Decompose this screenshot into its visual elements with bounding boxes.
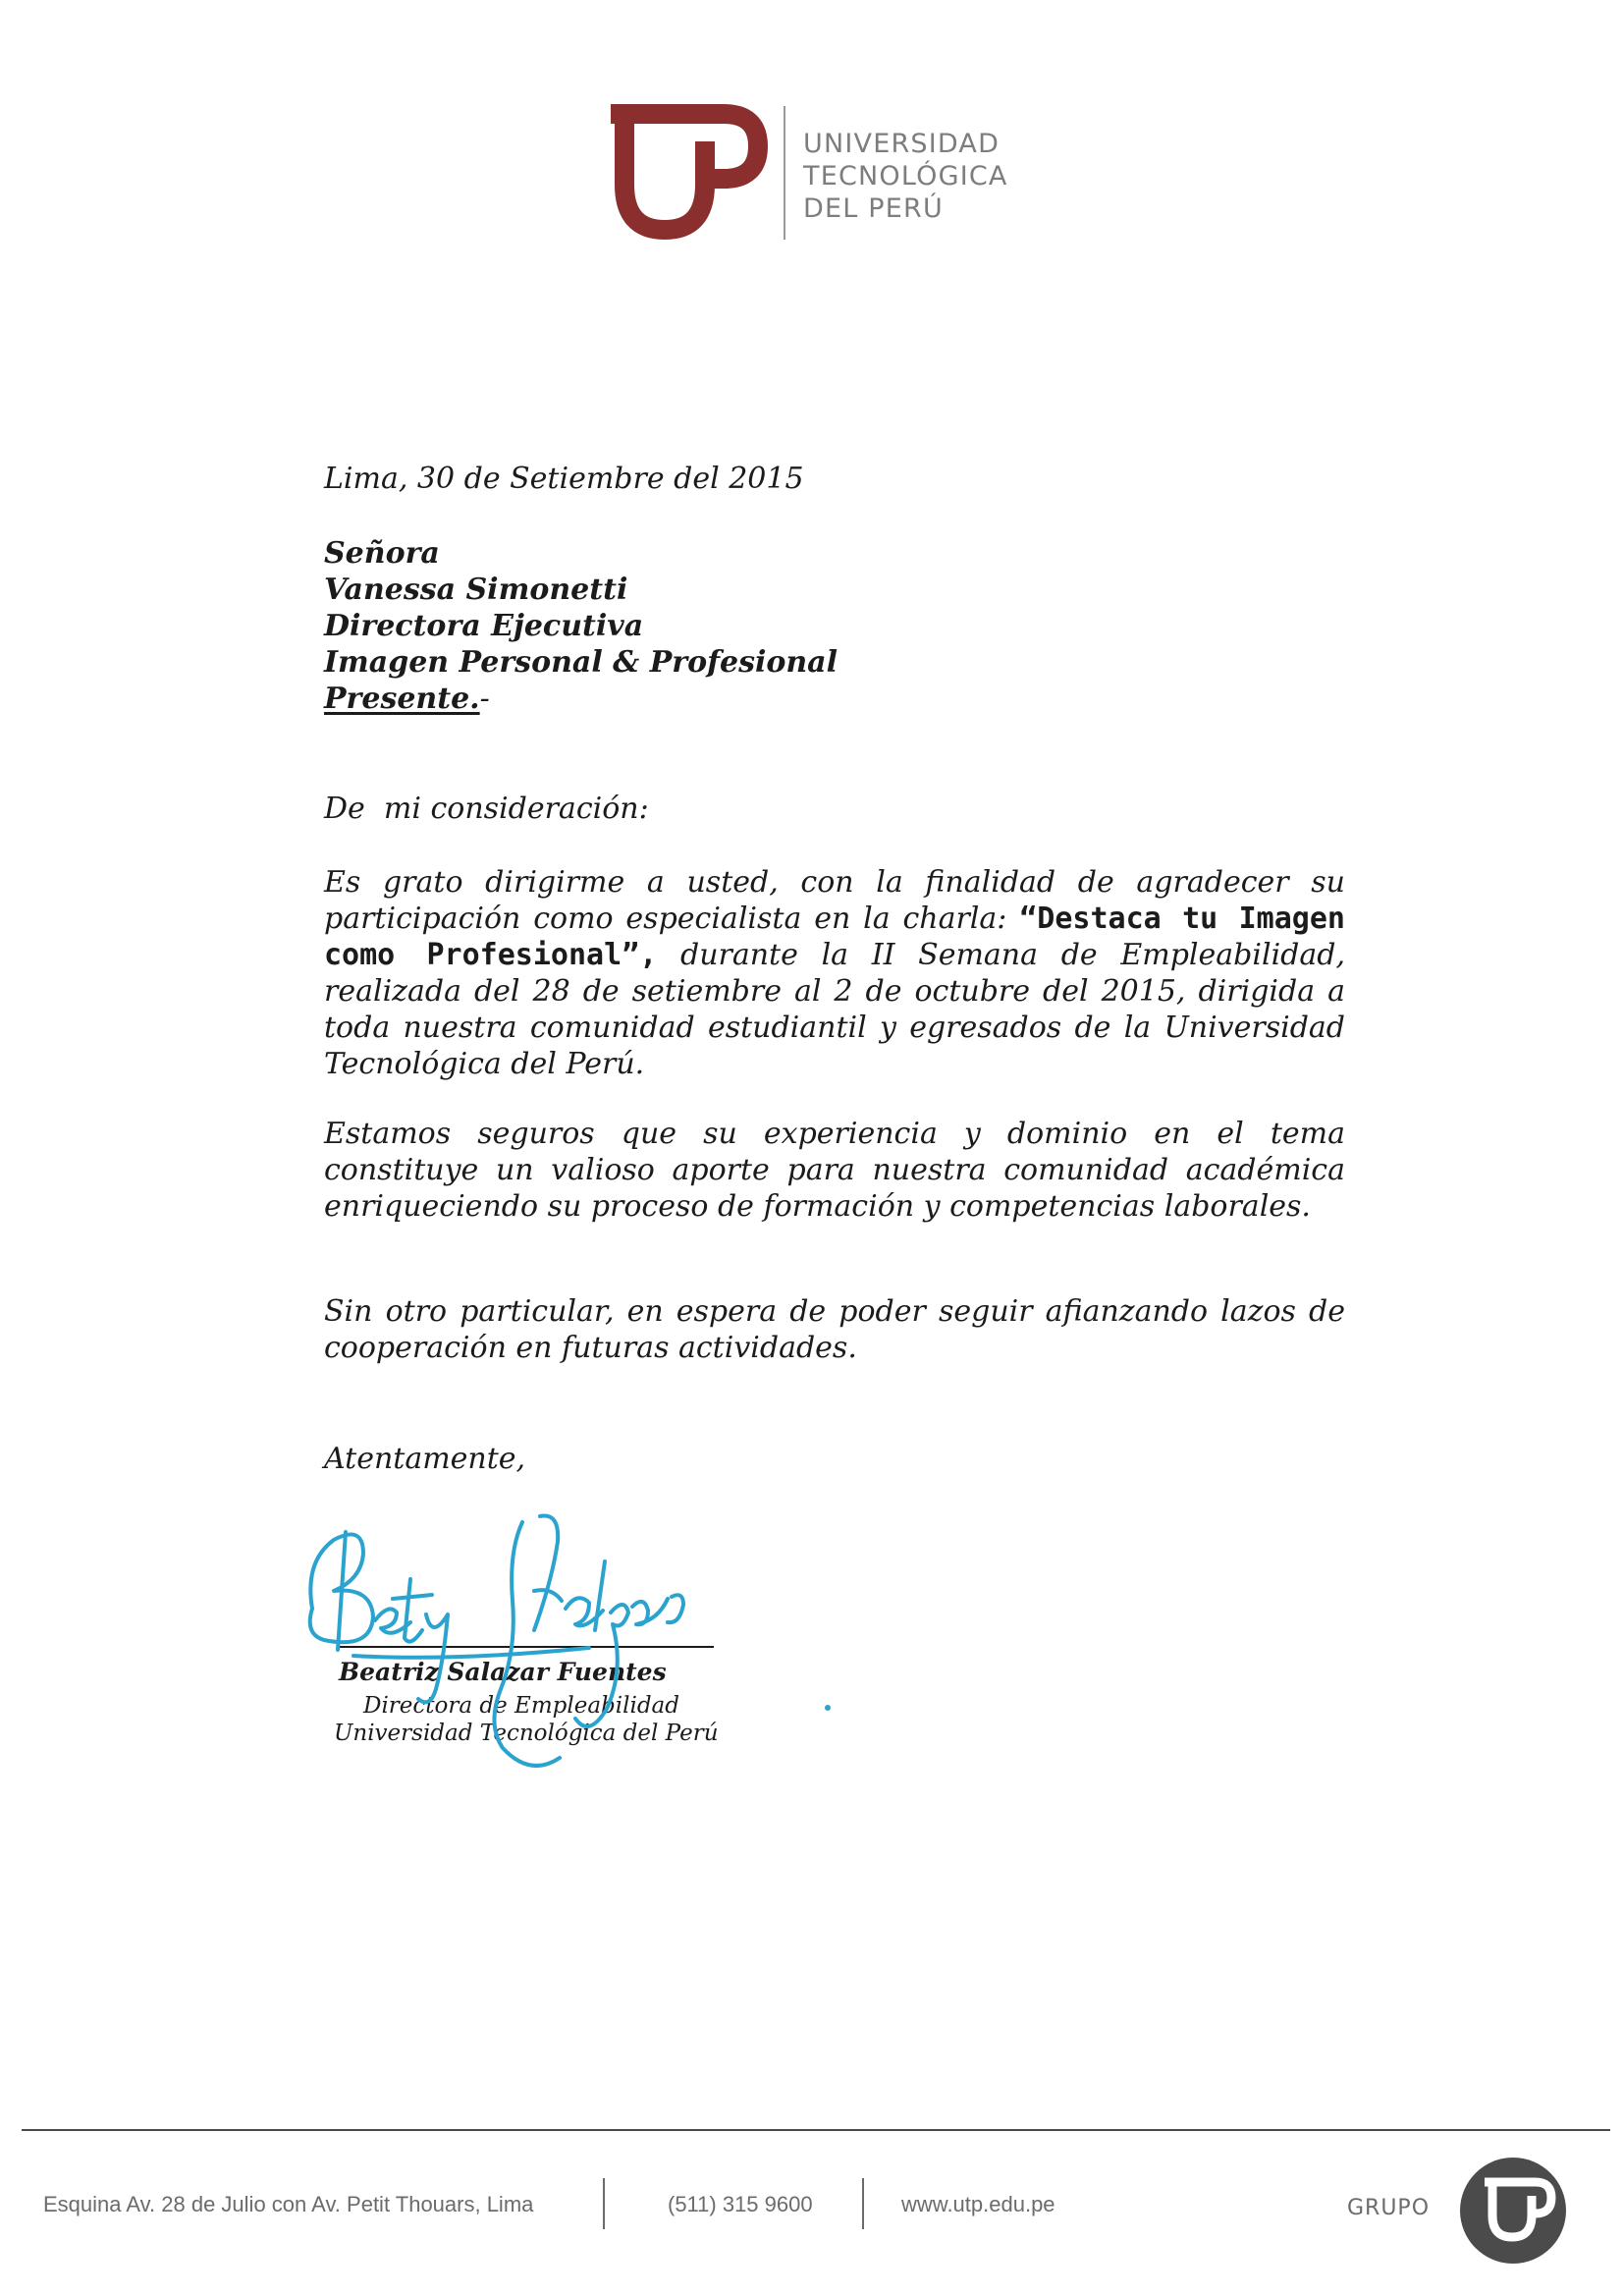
footer-rule [22, 2129, 1610, 2131]
footer-phone: (511) 315 9600 [668, 2192, 813, 2216]
footer-separator [603, 2178, 605, 2229]
signer-title: Directora de Empleabilidad [363, 1693, 679, 1719]
footer-website: www.utp.edu.pe [901, 2192, 1055, 2216]
footer-group-label: GRUPO [1347, 2196, 1431, 2220]
logo-line-1: UNIVERSIDAD [803, 129, 1001, 159]
paragraph-2: Estamos seguros que su experiencia y dominio en el tema constituye un valioso aporte para nuestra comunidad académica enriqueciendo su proceso de formación y competencias laborales. [324, 1117, 1345, 1224]
ink-dot [825, 1705, 831, 1711]
recipient-presente [324, 681, 838, 717]
logo-line-2: TECNOLÓGICA [803, 161, 1008, 191]
handwritten-signature-icon [295, 1493, 805, 1797]
recipient-name: Vanessa Simonetti [324, 573, 628, 607]
paragraph-1-rest: durante la II Semana de Empleabilidad, realizada del 28 de setiembre al 2 de octubre del 2015, dirigida a toda nuestra comunidad estudiantil y egresados de la Universidad Tecnológica del Perú. [324, 938, 1345, 1081]
letter-date: Lima, 30 de Setiembre del 2015 [324, 462, 804, 496]
recipient-title: Directora Ejecutiva [324, 609, 644, 643]
presente-suffix: - [479, 682, 490, 716]
recipient-salutation: Señora [324, 536, 440, 571]
paragraph-3: Sin otro particular, en espera de poder seguir afianzando lazos de cooperación en futuras actividades. [324, 1294, 1345, 1365]
grupo-utp-logo-icon [1459, 2157, 1567, 2265]
footer-address: Esquina Av. 28 de Julio con Av. Petit Thouars, Lima [43, 2192, 534, 2216]
paragraph-1-intro: Es grato dirigirme a usted, con la finalidad de agradecer su participación como especialista en la charla: [324, 865, 1345, 936]
logo-line-3: DEL PERÚ [803, 193, 944, 224]
presente-text: Presente. [324, 682, 480, 716]
talk-title: “Destaca tu Imagen como Profesional”, [324, 902, 1345, 972]
recipient-organization: Imagen Personal & Profesional [324, 645, 839, 680]
footer-separator [862, 2178, 864, 2229]
university-logo-text [803, 128, 1008, 225]
closing: Atentamente, [324, 1442, 526, 1476]
greeting: De mi consideración: [324, 792, 649, 826]
recipient-block [324, 535, 838, 717]
signer-name: Beatriz Salazar Fuentes [339, 1658, 667, 1686]
signer-organization: Universidad Tecnológica del Perú [334, 1721, 719, 1746]
logo-divider [784, 106, 785, 240]
paragraph-1 [324, 864, 1345, 1082]
utp-logo-icon [611, 102, 768, 240]
